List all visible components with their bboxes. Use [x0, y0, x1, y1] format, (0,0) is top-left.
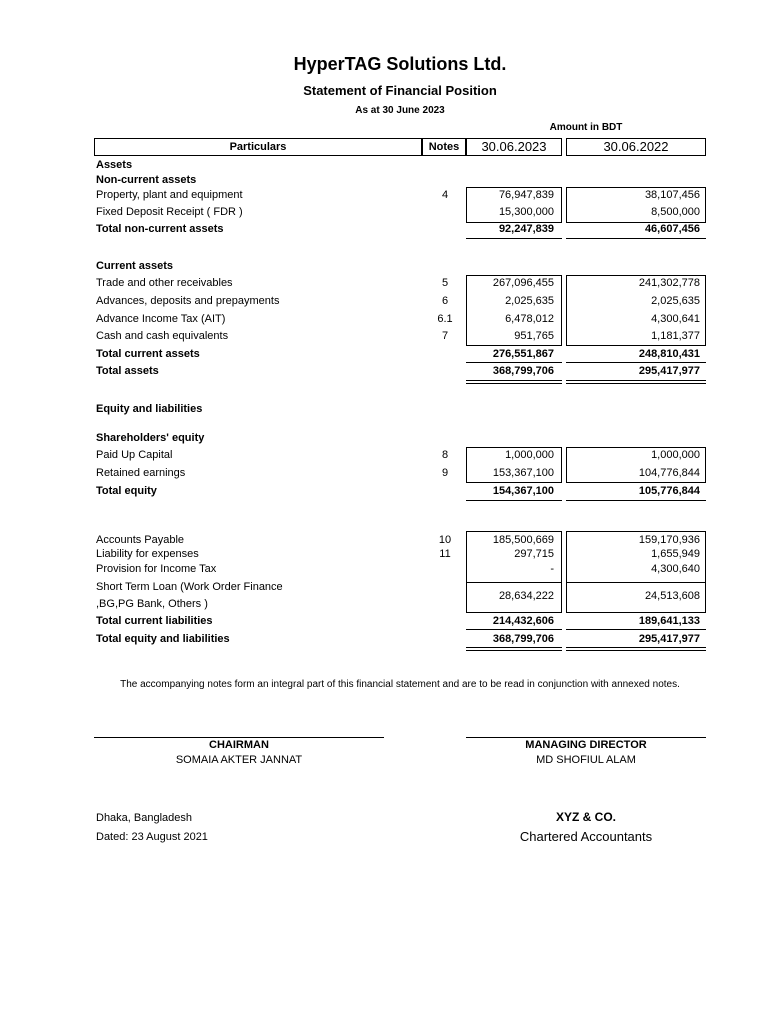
value-2023: 2,025,635 [505, 295, 554, 307]
row-total-equity-liabilities [0, 630, 768, 648]
row-cash [0, 327, 768, 345]
row-label: Liability for expenses [96, 548, 199, 560]
amount-currency-label: Amount in BDT [549, 122, 623, 133]
value-2023: 6,478,012 [505, 313, 554, 325]
value-2022: 2,025,635 [651, 295, 700, 307]
row-label: Current assets [96, 260, 174, 272]
footnote: The accompanying notes form an integral part of this financial statement and are to be read in conjunction with annexed notes. [120, 679, 680, 690]
row-total-equity [0, 482, 768, 500]
row-label: Trade and other receivables [96, 277, 233, 289]
value-2023: 92,247,839 [498, 223, 554, 235]
chairman-title: CHAIRMAN [209, 739, 269, 751]
double-underline [566, 383, 706, 384]
row-liability-expenses [0, 547, 768, 561]
section-current-assets [0, 257, 768, 275]
row-label: Accounts Payable [96, 534, 185, 546]
row-note: 10 [438, 534, 452, 546]
row-ait [0, 310, 768, 328]
row-trade-receivables [0, 274, 768, 292]
row-total-non-current-assets [0, 220, 768, 238]
value-2022: 24,513,608 [644, 590, 700, 602]
value-2023: 153,367,100 [492, 467, 554, 479]
value-2022: 189,641,133 [638, 615, 700, 627]
value-2022: 159,170,936 [638, 534, 700, 546]
row-label: Total equity [96, 485, 157, 497]
row-accounts-payable [0, 533, 768, 547]
section-equity-liabilities [0, 400, 768, 418]
row-note: 9 [441, 467, 449, 479]
row-note: 4 [441, 189, 449, 201]
row-note: 7 [441, 330, 449, 342]
md-title: MANAGING DIRECTOR [525, 739, 647, 751]
row-label: Paid Up Capital [96, 449, 173, 461]
value-2023: 76,947,839 [498, 189, 554, 201]
row-advances [0, 292, 768, 310]
value-2022: 295,417,977 [638, 365, 700, 377]
column-header-2022: 30.06.2022 [566, 138, 706, 156]
value-2022: 105,776,844 [638, 485, 700, 497]
company-name: HyperTAG Solutions Ltd. [293, 54, 507, 74]
value-2022: 38,107,456 [644, 189, 700, 201]
value-2022: 4,300,640 [651, 563, 700, 575]
row-note: 11 [439, 548, 451, 560]
chairman-name: SOMAIA AKTER JANNAT [175, 754, 303, 766]
value-2022: 4,300,641 [651, 313, 700, 325]
section-shareholders-equity [0, 429, 768, 447]
row-total-current-liabilities [0, 612, 768, 630]
row-label: Fixed Deposit Receipt ( FDR ) [96, 206, 243, 218]
row-label: Assets [96, 159, 133, 171]
value-2023: - [550, 563, 554, 575]
date: Dated: 23 August 2021 [96, 831, 208, 843]
row-label: Advance Income Tax (AIT) [96, 313, 226, 325]
place: Dhaka, Bangladesh [96, 812, 193, 824]
value-2022: 295,417,977 [638, 633, 700, 645]
double-underline [466, 383, 562, 384]
statement-title: Statement of Financial Position [303, 83, 497, 98]
row-label: Non-current assets [96, 174, 197, 186]
row-provision-income-tax [0, 562, 768, 576]
row-note: 6.1 [437, 313, 453, 325]
value-2022: 104,776,844 [638, 467, 700, 479]
value-2022: 1,000,000 [651, 449, 700, 461]
row-note: 5 [441, 277, 449, 289]
value-2022: 8,500,000 [651, 206, 700, 218]
column-header-notes: Notes [422, 138, 466, 156]
row-ppe [0, 186, 768, 204]
double-underline [466, 380, 562, 381]
underline [466, 238, 562, 239]
row-label: Total non-current assets [96, 223, 224, 235]
underline [466, 500, 562, 501]
value-2023: 267,096,455 [492, 277, 554, 289]
md-signature-line [466, 737, 706, 738]
double-underline [566, 650, 706, 651]
row-label: Total equity and liabilities [96, 633, 230, 645]
value-2023: 214,432,606 [492, 615, 554, 627]
auditor-name: XYZ & CO. [555, 810, 616, 824]
value-2023: 28,634,222 [498, 590, 554, 602]
row-label: Total current assets [96, 348, 200, 360]
row-label: Short Term Loan (Work Order Finance [96, 581, 283, 593]
row-note: 6 [441, 295, 449, 307]
chairman-signature-line [94, 737, 384, 738]
row-label: Advances, deposits and prepayments [96, 295, 280, 307]
column-header-particulars: Particulars [94, 138, 422, 156]
double-underline [566, 380, 706, 381]
value-2023: 154,367,100 [492, 485, 554, 497]
value-2023: 15,300,000 [498, 206, 554, 218]
as-at-date: As at 30 June 2023 [355, 105, 445, 116]
row-label: Provision for Income Tax [96, 563, 217, 575]
row-paid-up-capital [0, 446, 768, 464]
row-total-current-assets [0, 345, 768, 363]
row-label: Property, plant and equipment [96, 189, 243, 201]
row-label: Equity and liabilities [96, 403, 203, 415]
underline [566, 238, 706, 239]
value-2022: 241,302,778 [638, 277, 700, 289]
row-total-assets [0, 362, 768, 380]
row-label: ,BG,PG Bank, Others ) [96, 598, 208, 610]
row-label: Shareholders' equity [96, 432, 205, 444]
row-note: 8 [441, 449, 449, 461]
row-label: Total current liabilities [96, 615, 213, 627]
value-2023: 185,500,669 [492, 534, 554, 546]
value-2022: 1,655,949 [651, 548, 700, 560]
value-2023: 297,715 [514, 548, 554, 560]
column-header-2023: 30.06.2023 [466, 138, 562, 156]
value-2022: 46,607,456 [644, 223, 700, 235]
value-2023: 1,000,000 [505, 449, 554, 461]
row-label: Cash and cash equivalents [96, 330, 229, 342]
value-2023: 951,765 [514, 330, 554, 342]
row-retained-earnings [0, 464, 768, 482]
value-2022: 248,810,431 [638, 348, 700, 360]
value-2023: 368,799,706 [492, 365, 554, 377]
row-label: Total assets [96, 365, 159, 377]
row-label: Retained earnings [96, 467, 186, 479]
value-2022: 1,181,377 [651, 330, 700, 342]
value-2023: 276,551,867 [492, 348, 554, 360]
auditor-title: Chartered Accountants [519, 829, 653, 844]
underline [566, 500, 706, 501]
row-short-term-loan-line2 [0, 595, 768, 613]
row-fdr [0, 203, 768, 221]
md-name: MD SHOFIUL ALAM [536, 754, 636, 766]
value-2023: 368,799,706 [492, 633, 554, 645]
double-underline [466, 650, 562, 651]
